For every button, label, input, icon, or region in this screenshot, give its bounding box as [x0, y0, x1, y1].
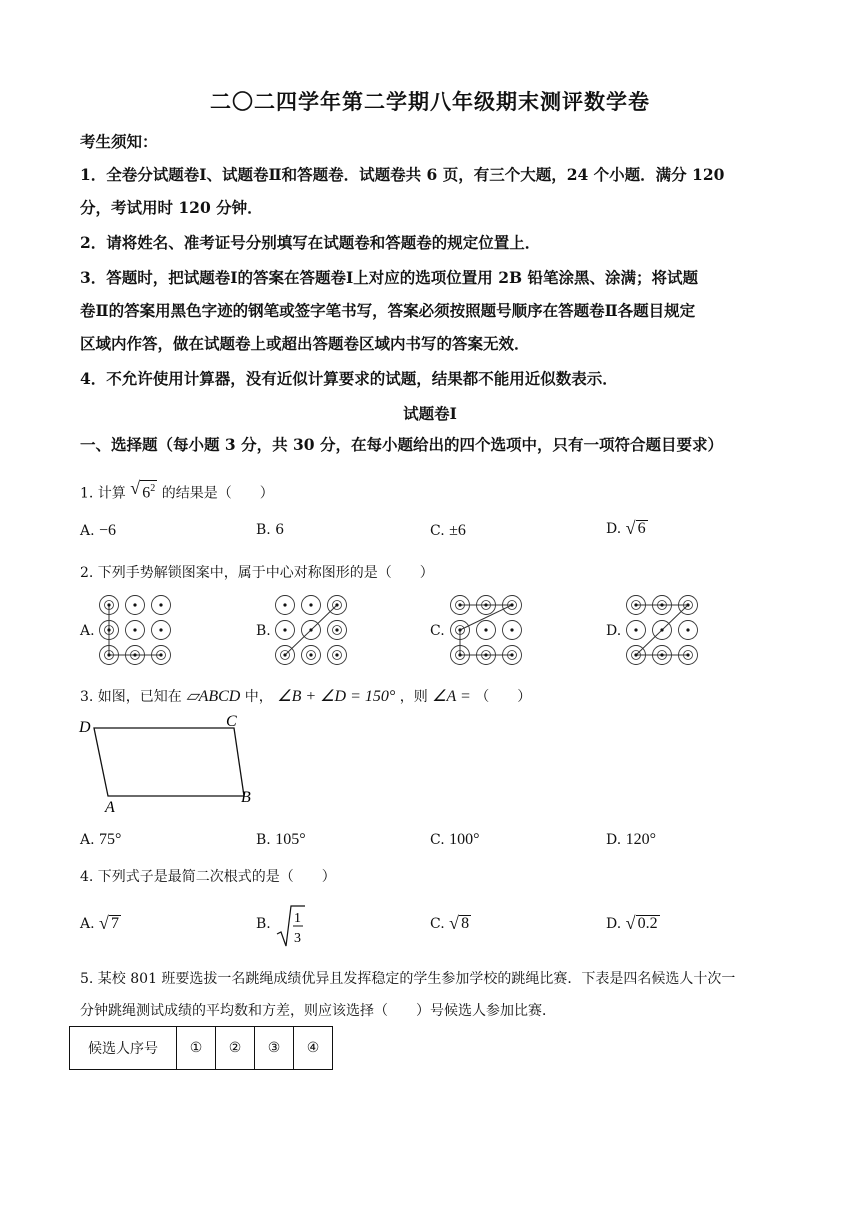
grid-node-dot: [283, 603, 286, 606]
q1-option-c: C. ±6: [430, 522, 466, 539]
pattern-b-figure: [272, 592, 352, 668]
question-5-line-1: 5. 某校 801 班要选拔一名跳绳成绩优异且发挥稳定的学生参加学校的跳绳比赛．下表是四名候选人十次一: [80, 971, 736, 987]
vertex-b-label: B: [241, 789, 251, 806]
grid-node-dot: [686, 653, 689, 656]
q3-option-d: D. 120°: [606, 831, 657, 848]
grid-node-dot: [107, 653, 110, 656]
question-1: 1. 计算 √ $6^2$ 的结果是（ ）: [80, 478, 274, 502]
grid-node-dot: [107, 628, 110, 631]
q2-option-d-label: D.: [606, 623, 622, 639]
grid-node-dot: [634, 603, 637, 606]
page-title: 二〇二四学年第二学期八年级期末测评数学卷: [210, 89, 650, 114]
q4-option-d: D. √ 0.2: [606, 913, 658, 933]
vertex-d-label: D: [79, 719, 91, 736]
grid-node-dot: [458, 628, 461, 631]
grid-node-dot: [660, 628, 663, 631]
grid-node-dot: [133, 653, 136, 656]
q3-option-c: C. 100°: [430, 831, 480, 848]
pattern-d-figure: [623, 592, 703, 668]
grid-node-dot: [660, 603, 663, 606]
q4-option-a: A. √ 7: [80, 913, 120, 933]
grid-node-dot: [133, 603, 136, 606]
grid-node-dot: [159, 653, 162, 656]
q1-option-a: A. −6: [80, 522, 117, 539]
q3-option-b: B. 105°: [256, 831, 306, 848]
grid-node-dot: [309, 628, 312, 631]
grid-node-dot: [335, 653, 338, 656]
grid-node-dot: [458, 653, 461, 656]
grid-node-dot: [686, 628, 689, 631]
grid-node-dot: [309, 603, 312, 606]
notice-item-1: 1．全卷分试题卷Ⅰ、试题卷Ⅱ和答题卷．试题卷共 6 页，有三个大题，24 个小题．满分 120: [80, 165, 725, 184]
vertex-c-label: C: [226, 713, 237, 730]
sqrt-expression: √ $6^2$: [130, 478, 156, 502]
notice-heading: 考生须知：: [80, 132, 158, 151]
table-row: [70, 1027, 333, 1070]
grid-node-dot: [510, 628, 513, 631]
grid-node-dot: [484, 628, 487, 631]
notice-item-3-line-2: 卷Ⅱ的答案用黑色字迹的钢笔或签字笔书写，答案必须按照题号顺序在答题卷Ⅱ各题目规定: [80, 301, 696, 320]
q3-option-a: A. 75°: [80, 831, 122, 848]
parallelogram-figure: [76, 712, 266, 817]
svg-text:3: 3: [294, 931, 302, 946]
svg-text:1: 1: [294, 911, 302, 926]
q1-option-b: B. 6: [256, 522, 285, 538]
grid-node-dot: [660, 653, 663, 656]
sqrt-fraction-figure: [275, 904, 305, 948]
part-one-heading: 一、选择题（每小题 3 分，共 30 分，在每小题给出的四个选项中，只有一项符合题目要求）: [80, 435, 723, 454]
notice-item-2: 2．请将姓名、准考证号分别填写在试题卷和答题卷的规定位置上．: [80, 233, 541, 252]
grid-node-dot: [510, 603, 513, 606]
grid-node-dot: [133, 628, 136, 631]
q4-option-c: C. √ 8: [430, 913, 470, 933]
question-2: 2. 下列手势解锁图案中，属于中心对称图形的是（ ）: [80, 565, 434, 581]
grid-node-dot: [335, 603, 338, 606]
candidate-table: [69, 1026, 333, 1070]
grid-node-dot: [335, 628, 338, 631]
grid-node-dot: [484, 603, 487, 606]
grid-node-dot: [510, 653, 513, 656]
notice-item-4: 4．不允许使用计算器，没有近似计算要求的试题，结果都不能用近似数表示．: [80, 369, 618, 388]
question-3: 3. 如图，已知在 ▱ABCD 中， ∠B + ∠D = 150° ，则 ∠A = （ ）: [80, 688, 532, 705]
grid-node-dot: [159, 603, 162, 606]
q2-option-c-label: C.: [430, 623, 445, 639]
q4-option-b: B. 1 3: [256, 904, 305, 948]
question-5-line-2: 分钟跳绳测试成绩的平均数和方差，则应该选择（ ）号候选人参加比赛．: [80, 1003, 556, 1019]
grid-node-dot: [686, 603, 689, 606]
q2-option-a-label: A.: [80, 623, 95, 639]
notice-item-1-line-2: 分，考试用时 120 分钟．: [80, 198, 263, 217]
grid-node-dot: [458, 603, 461, 606]
grid-node-dot: [283, 628, 286, 631]
pattern-c-figure: [447, 592, 527, 668]
grid-node-dot: [634, 628, 637, 631]
section-title: 试题卷Ⅰ: [403, 404, 457, 423]
table-header-cell: ②: [216, 1027, 255, 1070]
table-header-cell: ①: [177, 1027, 216, 1070]
notice-item-3-line-3: 区域内作答，做在试题卷上或超出答题卷区域内书写的答案无效．: [80, 334, 530, 353]
table-header-cell: ④: [294, 1027, 333, 1070]
table-header-cell: 候选人序号: [70, 1027, 177, 1070]
question-4: 4. 下列式子是最简二次根式的是（ ）: [80, 869, 336, 885]
vertex-a-label: A: [105, 799, 115, 816]
q2-option-b-label: B.: [256, 623, 271, 639]
table-header-cell: ③: [255, 1027, 294, 1070]
q1-option-d: D. √ 6: [606, 518, 646, 538]
grid-node-dot: [159, 628, 162, 631]
pattern-a-figure: [96, 592, 176, 668]
grid-node-dot: [634, 653, 637, 656]
notice-item-3: 3．答题时，把试题卷Ⅰ的答案在答题卷Ⅰ上对应的选项位置用 2B 铅笔涂黑、涂满；将试题: [80, 268, 698, 287]
grid-node-dot: [283, 653, 286, 656]
grid-node-dot: [309, 653, 312, 656]
grid-node-dot: [484, 653, 487, 656]
grid-node-dot: [107, 603, 110, 606]
